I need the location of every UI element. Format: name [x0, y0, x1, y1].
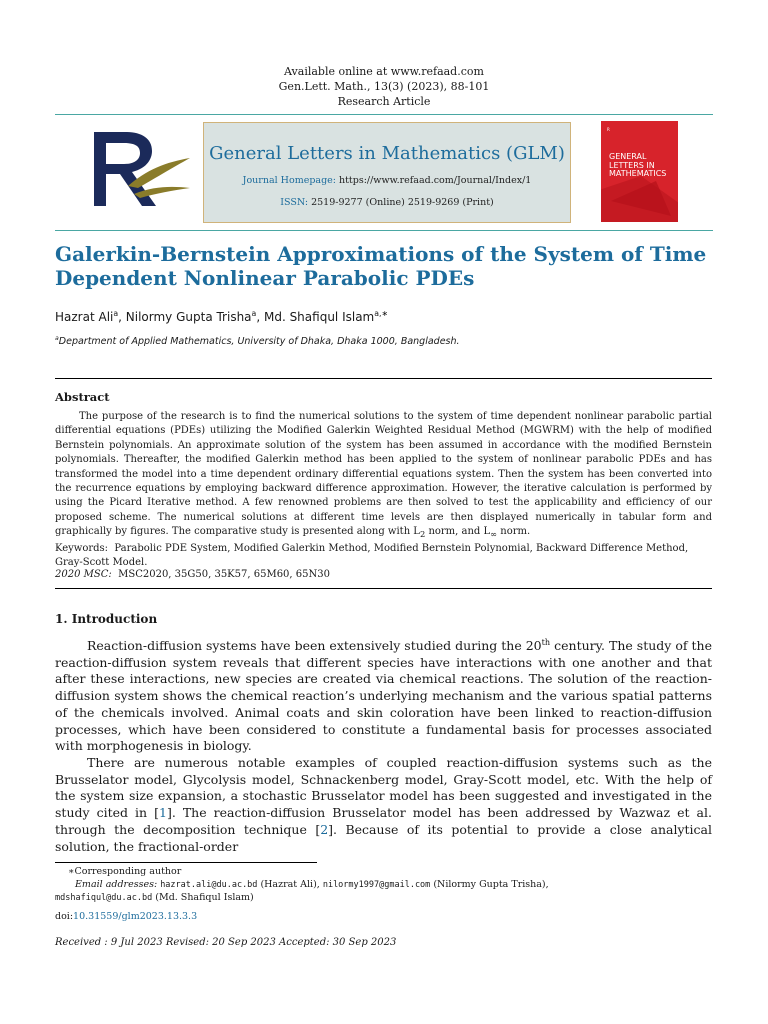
keywords [55, 542, 712, 569]
paragraph-text: There are numerous notable examples of coupled reaction-diffusion systems such as the Brusselator model, Glycolysis model, Schnackenberg model, Gray-Scott model, etc. With the help of the system size expansion, a stochastic Brusselator model has been suggested and investigated in the study cited in [ [55, 755, 712, 821]
subscript: 2 [419, 529, 426, 540]
affiliation-text: Department of Applied Mathematics, University of Dhaka, Dhaka 1000, Bangladesh. [58, 336, 460, 347]
journal-name: General Letters in Mathematics (GLM) [209, 143, 565, 164]
author: Nilormy Gupta Trisha [125, 310, 252, 324]
cover-title [609, 153, 666, 179]
section-heading: 1. Introduction [55, 612, 158, 626]
homepage-url[interactable]: https://www.refaad.com/Journal/Index/1 [339, 175, 532, 186]
refaad-logo-icon [86, 128, 198, 210]
citation: Gen.Lett. Math., 13(3) (2023), 88-101 [278, 80, 490, 93]
email-label: Email addresses: [75, 879, 158, 890]
header-rule-top [55, 114, 713, 115]
email-name: (Hazrat Ali), [257, 879, 323, 890]
keywords-text: Parabolic PDE System, Modified Galerkin Method, Modified Bernstein Polynomial, Backward Difference Method, Gray-Scott Model. [55, 543, 689, 568]
intro-paragraph-1 [55, 638, 712, 755]
doi-label: doi: [55, 911, 74, 922]
journal-issn [204, 197, 570, 208]
article-type: Research Article [337, 95, 431, 108]
footnote-rule [55, 862, 317, 863]
email-link[interactable]: nilormy1997@gmail.com [322, 880, 431, 890]
email-link[interactable]: mdshafiqul@du.ac.bd [55, 893, 153, 903]
author: Hazrat Ali [55, 310, 114, 324]
homepage-label: Journal Homepage: [242, 175, 336, 186]
superscript: th [541, 636, 551, 647]
paragraph-text: century. The study of the reaction-diffusion system reveals that different species have interactions with one another and that after these interactions, new species are created via chemical reactions. The solution of the reaction-diffusion system shows the chemical reaction’s underlying mechanism and the various spatial patterns of the chemicals involved. Animal coats and skin coloration have been linked to reaction-diffusion processes, which have been considered to constitute a fundamental basis for processes associated with morphogenesis in biology. [55, 638, 712, 754]
cover-logo-icon: R [607, 127, 610, 132]
publication-info [0, 64, 768, 109]
intro-paragraph-2 [55, 755, 712, 855]
corresponding-note: ∗Corresponding author [68, 866, 182, 877]
affiliation [55, 336, 460, 347]
journal-info-box [203, 122, 571, 223]
paragraph-text: ]. The reaction-diffusion Brusselator model has been addressed by Wazwaz et al. through the decomposition technique [ [55, 805, 712, 837]
author: Md. Shafiqul Islam [263, 310, 375, 324]
affil-mark: a [55, 334, 59, 342]
paper-title [55, 242, 715, 290]
cover-title-line: GENERAL [609, 152, 647, 161]
author-affil-mark: a,∗ [374, 309, 389, 318]
abstract-rule-top [55, 378, 712, 379]
header-rule-bottom [55, 230, 713, 231]
article-dates: Received : 9 Jul 2023 Revised: 20 Sep 2023 Accepted: 30 Sep 2023 [55, 937, 397, 948]
abstract-body: The purpose of the research is to find the numerical solutions to the system of time dependent nonlinear parabolic partial differential equations (PDEs) utilizing the Modified Galerkin Weighted Residual Method (MGWRM) with the help of modified Bernstein polynomials. An approximate solution of the system has been assumed in accordance with the modified Bernstein polynomials. Thereafter, the modified Galerkin method has been applied to the system of nonlinear parabolic PDEs and has transformed the model into a time dependent ordinary differential equations system. Then the system has been converted into the recurrence equations by employing backward difference approximation. However, the iterative calculation is performed by using the Picard Iterative method. A few renowned problems are then solved to test the applicability and efficiency of our proposed scheme. The numerical solutions at different time levels are then displayed numerically in tabular form and graphically by figures. The comparative study is presented along with L [55, 411, 712, 538]
email-name: (Md. Shafiqul Islam) [152, 892, 254, 903]
title-line-1: Galerkin-Bernstein Approximations of the System of Time [55, 242, 707, 266]
journal-cover [601, 121, 678, 222]
abstract-heading: Abstract [55, 390, 110, 404]
cover-title-line: MATHEMATICS [609, 169, 667, 178]
author-list: Hazrat Ali$^a$, Nilormy Gupta Trisha$^a$, Md. Shafiqul Islam$^{a,∗}$ [55, 309, 389, 324]
doi-link[interactable]: 10.31559/glm2023.13.3.3 [73, 911, 198, 922]
subscript: ∞ [490, 529, 498, 540]
author-affil-mark: a [113, 309, 119, 318]
citation-link[interactable]: 2 [320, 821, 329, 837]
email-link[interactable]: hazrat.ali@du.ac.bd [160, 880, 258, 890]
abstract-text [55, 410, 712, 542]
journal-homepage [204, 175, 570, 186]
paragraph-text: Reaction-diffusion systems have been extensively studied during the 20 [87, 638, 542, 653]
paragraph-text: ]. Because of its potential to provide a close analytical solution, the fractional-order [55, 821, 712, 854]
doi [55, 910, 197, 924]
msc-text: MSC2020, 35G50, 35K57, 65M60, 65N30 [118, 569, 330, 580]
issn-label: ISSN: [280, 197, 309, 208]
author-affil-mark: a [251, 309, 257, 318]
email-addresses-cont [55, 891, 254, 906]
email-name: (Nilormy Gupta Trisha), [430, 879, 549, 890]
abstract-body: norm. [497, 526, 531, 538]
cover-title-line: LETTERS IN [609, 160, 655, 170]
abstract-body: norm, and L [425, 526, 491, 538]
msc-label: 2020 MSC: [55, 569, 112, 580]
title-line-2: Dependent Nonlinear Parabolic PDEs [55, 266, 475, 290]
keywords-label: Keywords: [55, 543, 109, 554]
abstract-rule-bottom [55, 588, 712, 589]
issn-value: 2519-9277 (Online) 2519-9269 (Print) [311, 197, 494, 208]
msc-codes [55, 569, 330, 580]
available-online: Available online at www.refaad.com [284, 65, 484, 78]
citation-link[interactable]: 1 [159, 805, 167, 821]
